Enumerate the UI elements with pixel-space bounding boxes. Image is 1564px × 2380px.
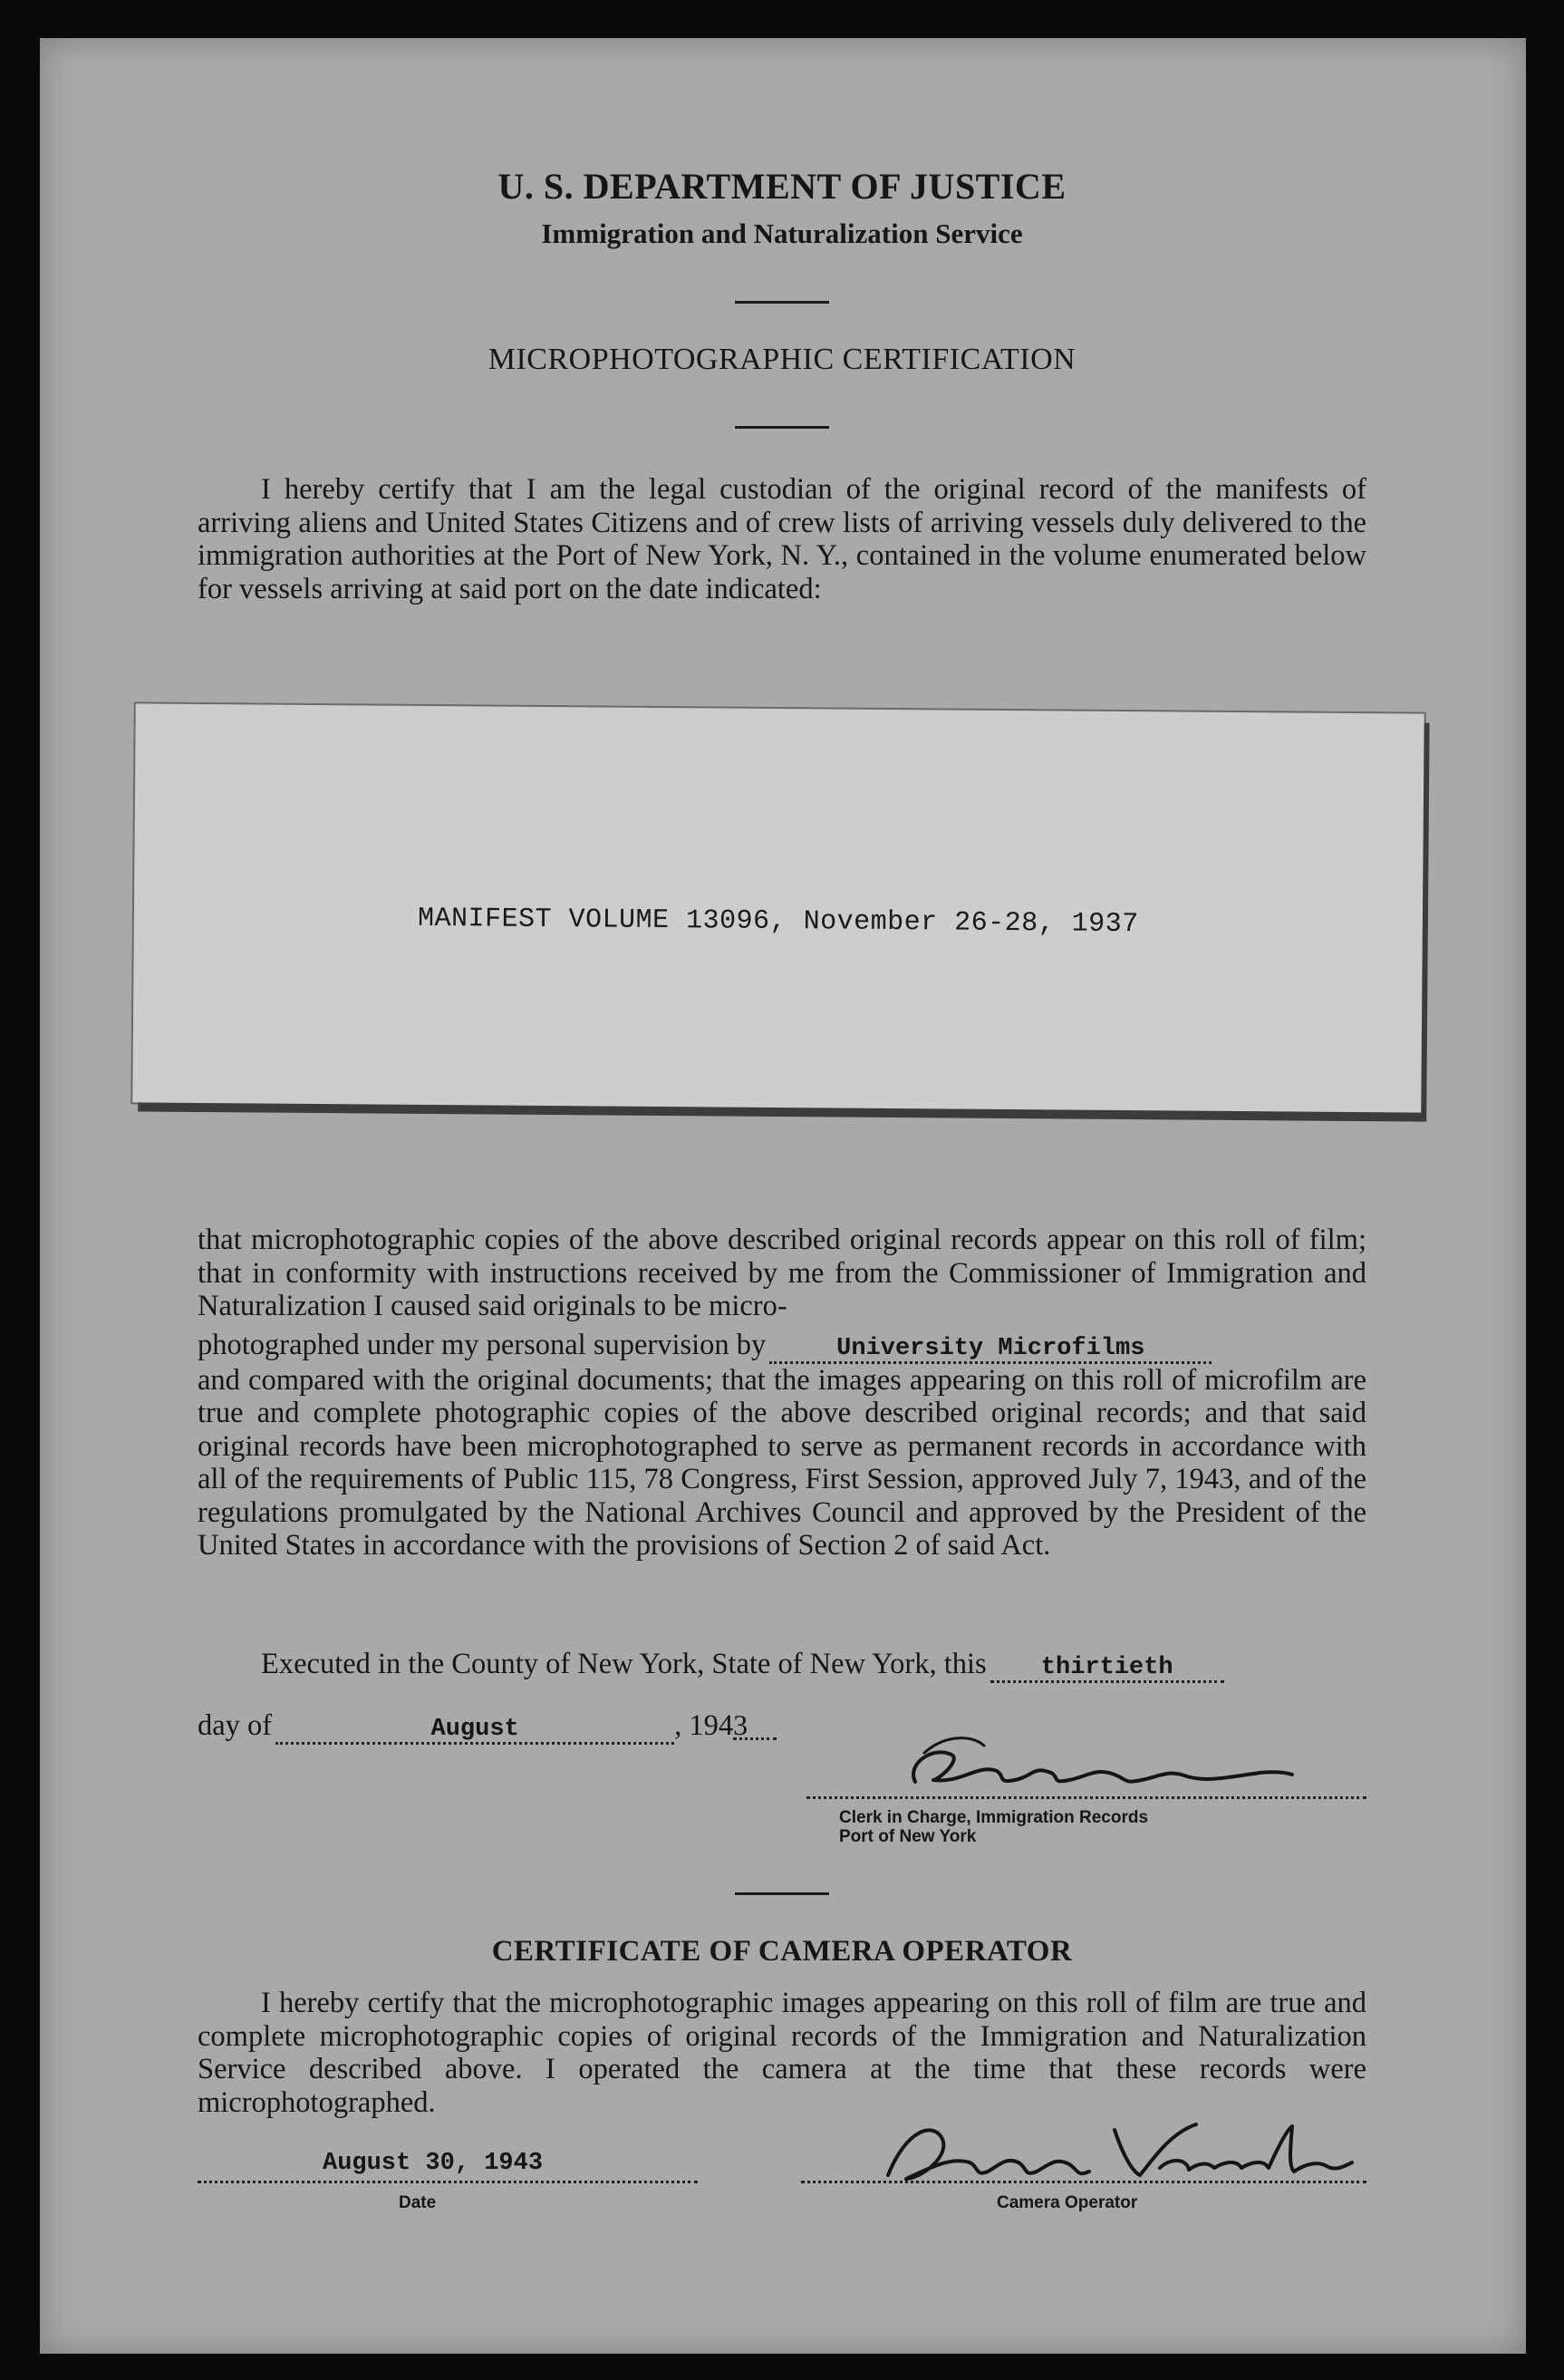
clerk-title: Clerk in Charge, Immigration Records Port of New York xyxy=(839,1808,1149,1846)
date-line xyxy=(198,2181,698,2183)
execution-line xyxy=(198,1648,1366,1683)
divider-rule xyxy=(735,1892,829,1895)
certification-body xyxy=(198,1224,1366,1562)
manifest-volume-card xyxy=(132,703,1424,1112)
body-part-1: that microphotographic copies of the above described original records appear on this roll of film; that in conformity with instructions received by me from the Commissioner of Immigration and Naturalization I caused said originals to be micro- xyxy=(198,1224,1366,1322)
camera-operator-paragraph: I hereby certify that the microphotographic images appearing on this roll of film are true and complete microphotographic copies of original records of the Immigration and Naturalization Service described above. I operated the camera at the time that these records were microphotographed. xyxy=(198,1987,1366,2119)
manifest-volume-text: MANIFEST VOLUME 13096, November 26-28, 1937 xyxy=(417,903,1139,941)
body-part-3: and compared with the original documents; that the images appearing on this roll of microfilm are true and complete photographic copies of the above described original records; and that said original records have been microphotographed to serve as permanent records in accordance with all of the requirements of Public 115, 78 Congress, First Session, approved July 7, 1943, and of the regulations promulgated by the National Archives Council and approved by the President of the United States in accordance with the provisions of Section 2 of said Act. xyxy=(198,1363,1366,1562)
camera-operator-label: Camera Operator xyxy=(997,2193,1138,2212)
day-of-label: day of xyxy=(198,1709,273,1742)
execution-prefix: Executed in the County of New York, State of New York, this xyxy=(261,1648,987,1680)
supervision-line xyxy=(198,1329,1366,1364)
year-digit-field: 3 xyxy=(733,1712,777,1740)
date-value: August 30, 1943 xyxy=(323,2150,544,2177)
camera-operator-title: CERTIFICATE OF CAMERA OPERATOR xyxy=(491,1935,1073,1968)
operator-company-field: University Microfilms xyxy=(769,1336,1212,1364)
camera-operator-signature xyxy=(852,2112,1359,2193)
intro-paragraph: I hereby certify that I am the legal custodian of the original record of the manifests of arriving aliens and United States Citizens and of crew lists of arriving vessels duly delivered to the immigration authorities at the Port of New York, N. Y., contained in the volume enumerated below for vessels arriving at said port on the date indicated: xyxy=(198,473,1366,605)
divider-rule xyxy=(735,426,829,429)
clerk-signature xyxy=(897,1727,1296,1809)
execution-day-field: thirtieth xyxy=(990,1655,1224,1683)
execution-date-line xyxy=(198,1709,777,1745)
divider-rule xyxy=(735,301,829,304)
certification-title: MICROPHOTOGRAPHIC CERTIFICATION xyxy=(488,343,1076,376)
department-heading: U. S. DEPARTMENT OF JUSTICE xyxy=(497,166,1067,207)
service-subheading: Immigration and Naturalization Service xyxy=(541,218,1023,249)
date-label: Date xyxy=(399,2193,437,2212)
body-part-2: photographed under my personal supervision by xyxy=(198,1328,767,1361)
execution-month-field: August xyxy=(275,1717,674,1745)
year-prefix: , 194 xyxy=(674,1709,734,1742)
